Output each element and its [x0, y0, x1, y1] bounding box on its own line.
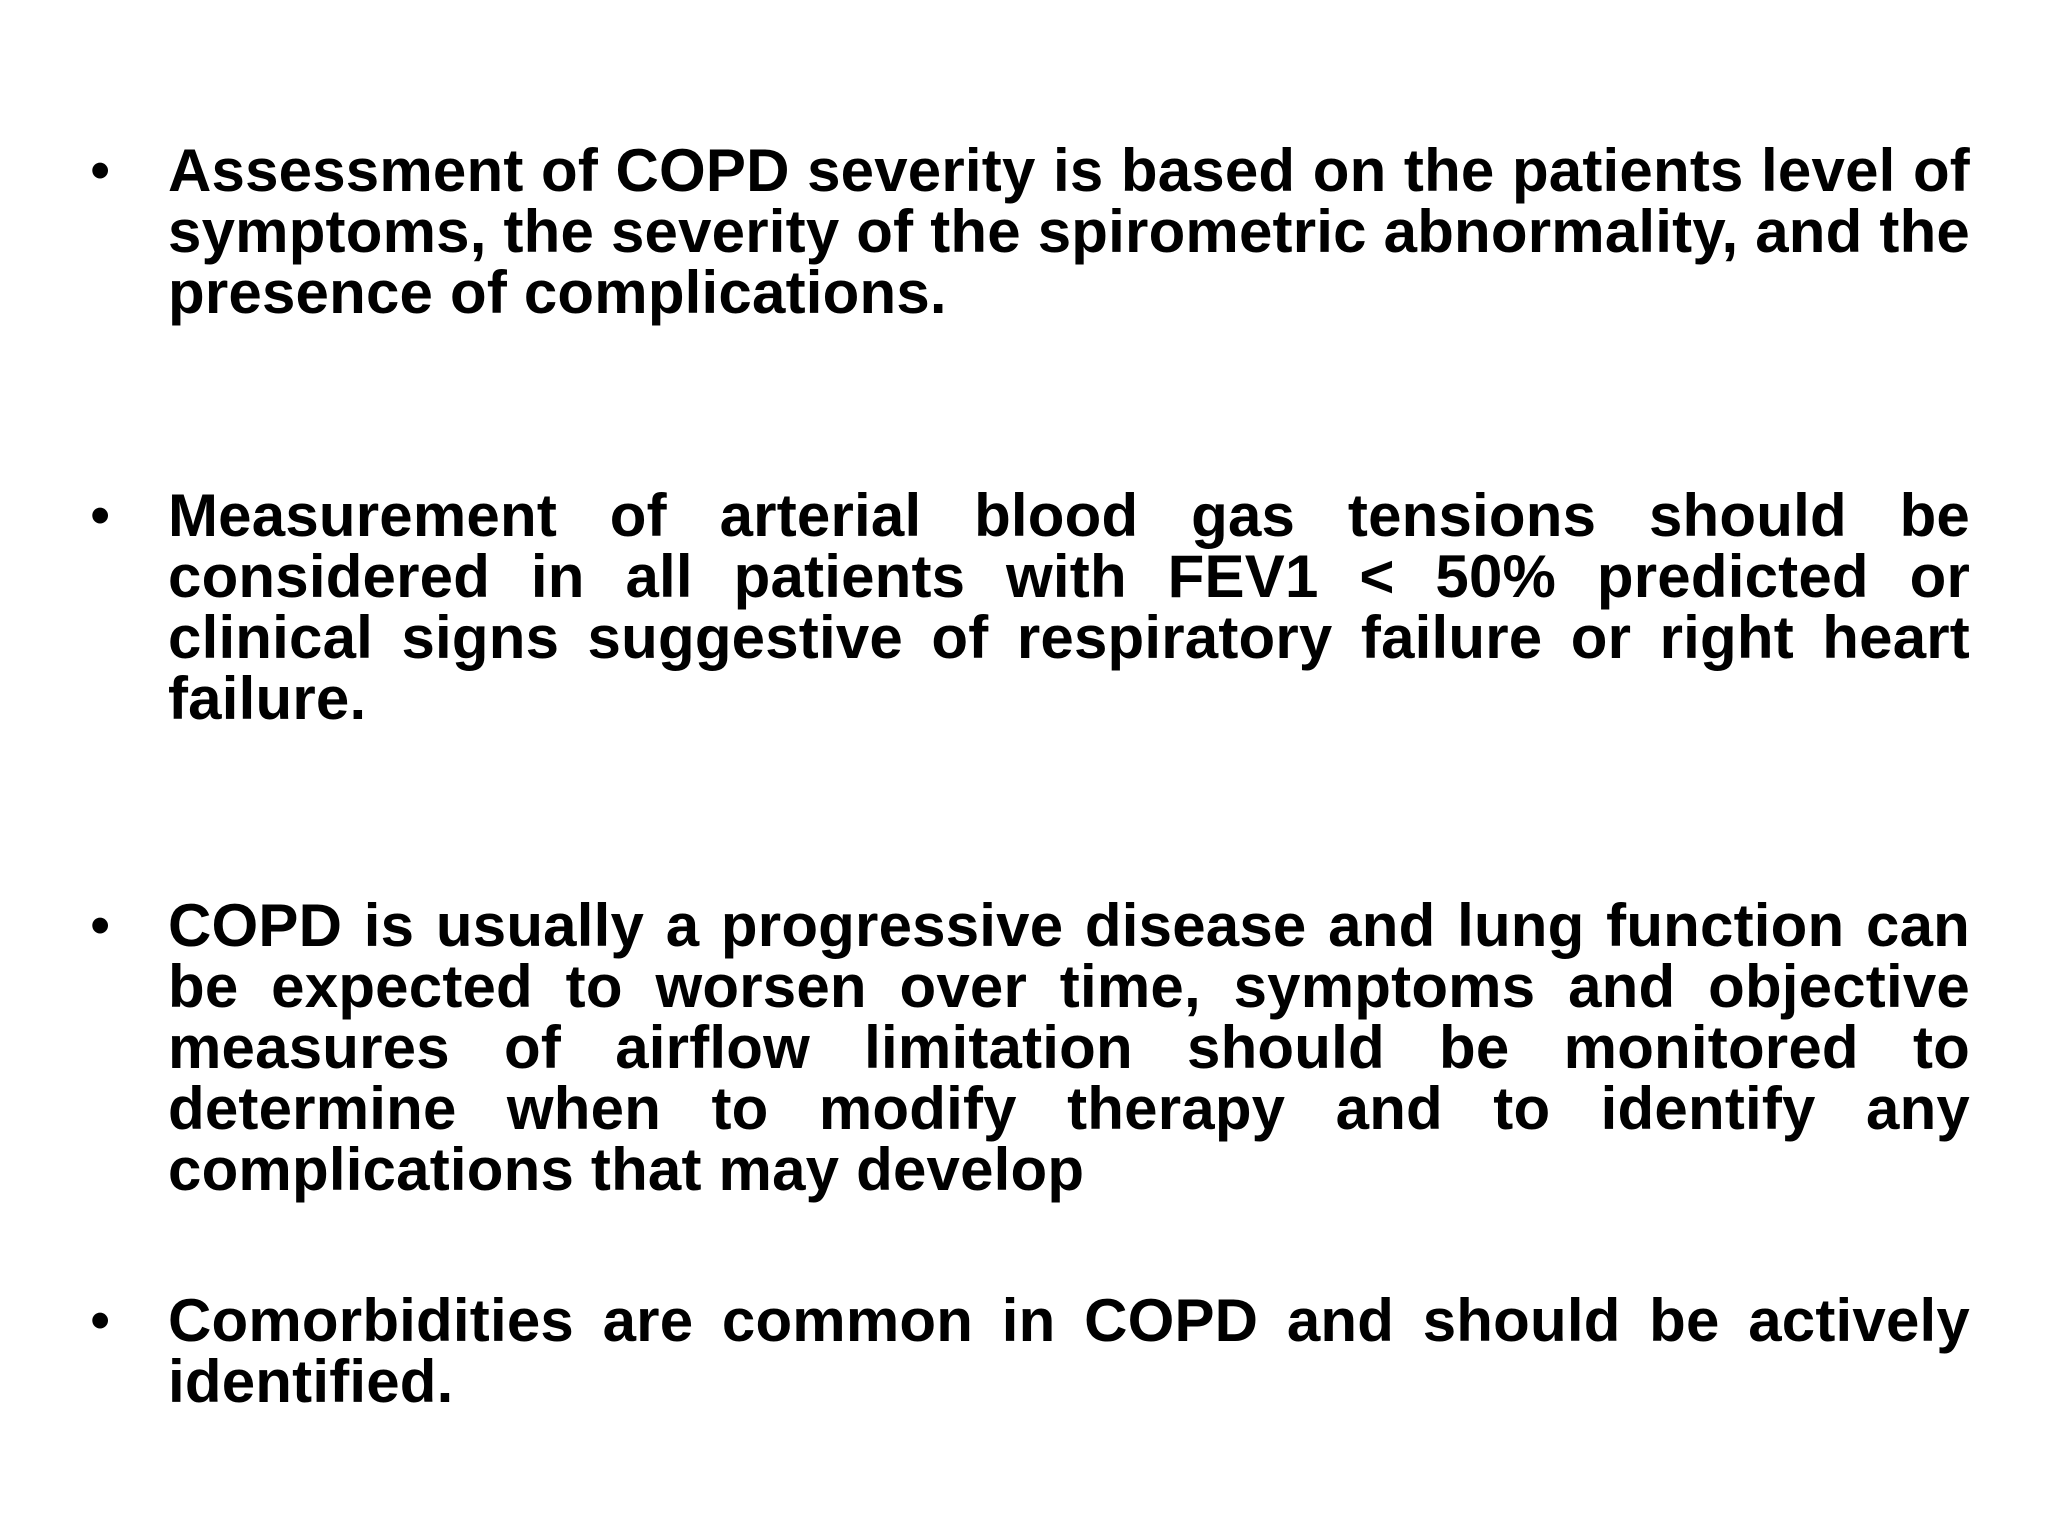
bullet-icon: • — [90, 483, 111, 548]
bullet-text: Measurement of arterial blood gas tensions should be considered in all patients with FEV1 < 50% predicted or clinical signs suggestive of respiratory failure or right heart failure. — [168, 482, 1970, 732]
bullet-icon: • — [90, 138, 111, 203]
bullet-text: Comorbidities are common in COPD and should be actively identified. — [168, 1287, 1970, 1415]
bullet-text: Assessment of COPD severity is based on the patients level of symptoms, the severity of the spirometric abnormality, and the presence of complications. — [168, 137, 1970, 326]
bullet-icon: • — [90, 1288, 111, 1353]
bullet-item-progressive-disease — [90, 892, 1970, 1203]
bullet-list — [90, 137, 1970, 1415]
bullet-text: COPD is usually a progressive disease and lung function can be expected to worsen over time, symptoms and objective measures of airflow limitation should be monitored to determine when to modify therapy and to identify any complications that may develop — [168, 892, 1970, 1203]
bullet-item-comorbidities — [90, 1287, 1970, 1415]
bullet-item-severity-assessment — [90, 137, 1970, 326]
bullet-item-blood-gas — [90, 482, 1970, 732]
bullet-icon: • — [90, 893, 111, 958]
